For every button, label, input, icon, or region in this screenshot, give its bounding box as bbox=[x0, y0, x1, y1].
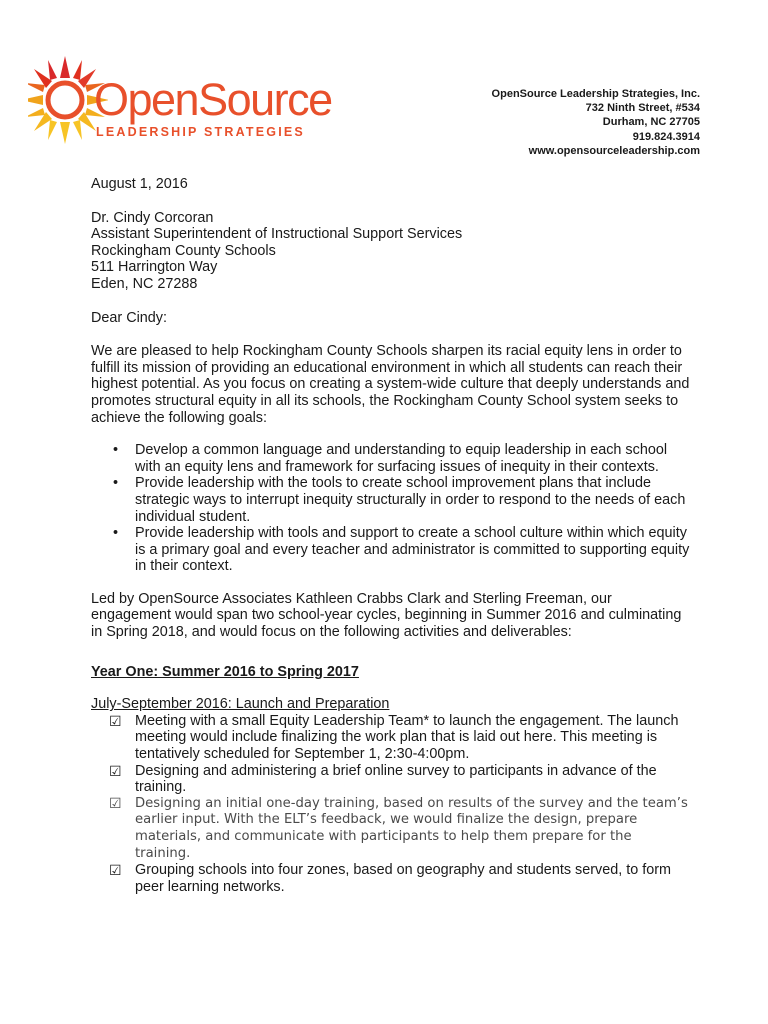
recipient-address bbox=[91, 210, 691, 293]
letter-date: August 1, 2016 bbox=[91, 176, 188, 192]
goals-list bbox=[91, 442, 691, 575]
recipient-line: Eden, NC 27288 bbox=[91, 275, 198, 292]
goal-text: Provide leadership with tools and support to create a school culture within which equity is a primary goal and every teacher and administrator is committed to supporting equity in their context. bbox=[135, 525, 690, 575]
engagement-paragraph: Led by OpenSource Associates Kathleen Crabbs Clark and Sterling Freeman, our engagement would span two school-year cycles, beginning in Summer 2016 and culminating in Spring 2018, and would focus on the following activities and deliverables: bbox=[91, 590, 682, 641]
checkbox-icon: ☑ bbox=[109, 795, 122, 812]
activities-list bbox=[91, 713, 691, 896]
activity-text: Grouping schools into four zones, based on geography and students served, to form peer learning networks. bbox=[135, 862, 671, 895]
goal-text: Develop a common language and understanding to equip leadership in each school with an equity lens and framework for surfacing issues of inequity in their contexts. bbox=[135, 442, 668, 475]
activity-item bbox=[91, 713, 691, 763]
phase-heading: July-September 2016: Launch and Preparation bbox=[91, 696, 390, 713]
intro-paragraph: We are pleased to help Rockingham County Schools sharpen its racial equity lens in order to fulfill its mission of providing an educational environment in which all students can reach their highest potential. As you focus on creating a system-wide culture that deeply understands and promotes structural equity in all its schools, the Rockingham County School system seeks to achieve the following goals: bbox=[91, 343, 690, 426]
recipient-line: Dr. Cindy Corcoran bbox=[91, 209, 214, 226]
recipient-line: Assistant Superintendent of Instructional Support Services bbox=[91, 226, 463, 243]
activity-text: Meeting with a small Equity Leadership Team* to launch the engagement. The launch meeting would include finalizing the work plan that is laid out here. This meeting is tentatively scheduled for September 1, 2:30-4:00pm. bbox=[135, 712, 679, 763]
logo-wordmark: OpenSource bbox=[94, 74, 332, 125]
opensource-logo bbox=[28, 44, 332, 154]
activity-item bbox=[91, 796, 691, 862]
checkbox-icon: ☑ bbox=[109, 712, 122, 729]
activity-text: Designing an initial one-day training, based on results of the survey and the team’s earlier input. With the ELT’s feedback, we would finalize the design, prepare materials, and communicate with participants to help them prepare for the training. bbox=[135, 795, 688, 861]
year-heading: Year One: Summer 2016 to Spring 2017 bbox=[91, 663, 359, 680]
company-city: Durham, NC 27705 bbox=[602, 116, 700, 129]
company-phone: 919.824.3914 bbox=[632, 130, 700, 143]
company-name: OpenSource Leadership Strategies, Inc. bbox=[491, 88, 700, 100]
recipient-line: 511 Harrington Way bbox=[91, 259, 218, 276]
bullet-icon: • bbox=[113, 525, 119, 542]
activity-item bbox=[91, 763, 691, 796]
activity-item bbox=[91, 862, 691, 895]
logo-tagline: LEADERSHIP STRATEGIES bbox=[96, 125, 305, 139]
company-street: 732 Ninth Street, #534 bbox=[585, 102, 700, 115]
company-website: www.opensourceleadership.com bbox=[528, 144, 700, 157]
checkbox-icon: ☑ bbox=[109, 862, 122, 879]
goal-item bbox=[91, 442, 691, 475]
bullet-icon: • bbox=[113, 475, 119, 492]
checkbox-icon: ☑ bbox=[109, 762, 122, 779]
salutation: Dear Cindy: bbox=[91, 309, 167, 326]
bullet-icon: • bbox=[113, 442, 119, 459]
company-address-block bbox=[492, 87, 700, 158]
recipient-line: Rockingham County Schools bbox=[91, 242, 276, 259]
letter-body bbox=[91, 176, 691, 895]
activity-text: Designing and administering a brief online survey to participants in advance of the training. bbox=[135, 762, 657, 796]
goal-item bbox=[91, 475, 691, 525]
goal-text: Provide leadership with the tools to create school improvement plans that include strategic ways to interrupt inequity structurally in order to respond to the needs of each individual student. bbox=[135, 475, 686, 525]
goal-item bbox=[91, 525, 691, 575]
